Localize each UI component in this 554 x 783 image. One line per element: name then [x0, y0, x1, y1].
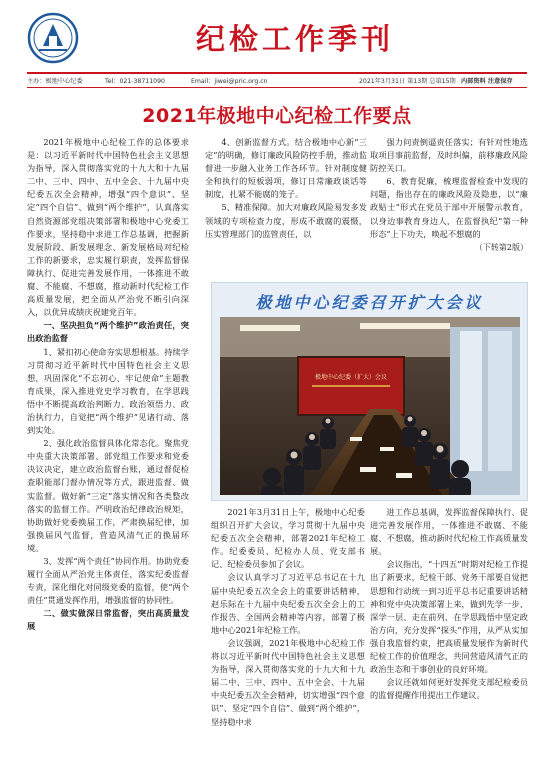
- screen-banner: 极地中心纪委（扩大）会议: [314, 374, 388, 381]
- meeting-room-illustration: [220, 317, 520, 495]
- lead-headline: 2021年极地中心纪检工作要点: [142, 105, 412, 127]
- telephone: Tel：021-38711090: [105, 78, 165, 85]
- emblem-logo-icon: [27, 12, 79, 64]
- report-column-2: [370, 506, 528, 781]
- masthead-info: [27, 76, 527, 86]
- paragraph: 2、强化政治监督具体化常态化。聚焦党中央重大决策部署、部党组工作要求和党委决议决定，建立政治监督台账，通过督促检查职能部门督办情况等方式，跟进监督、做实监督。做好新“三定”落实情况和各类整改落实的监督工作。严明政治纪律政治规矩，协助做好党委换届工作，严肃换届纪律，加强换届风气监督，营造风清气正的换届环境。: [27, 438, 189, 553]
- news-photo-box: [211, 282, 528, 501]
- paragraph: 会议指出，“十四五”时期对纪检工作提出了新要求，纪检干部、党务干部要自觉把思想和行动统一到习近平总书记重要讲话精神和党中央决策部署上来，做到先学一步、深学一层、走在前列，在学思践悟中坚定政治方向，充分发挥“探头”作用，从严从实加强自我监督约束，把高质量发展作为新时代纪检工作的价值理念，共同营造风清气正的政治生态和干事创业的良好环境。: [370, 559, 528, 675]
- paragraph: 1、紧扣初心使命夯实思想根基。持续学习贯彻习近平新时代中国特色社会主义思想，巩固深化“不忘初心、牢记使命”主题教育成果，深入推进党史学习教育，在学思践悟中不断提高政治判断力、政治领悟力、政治执行力，自觉把“两个维护”见诸行动、落到实处。: [27, 346, 189, 436]
- masthead-rule-top: [27, 72, 527, 74]
- paragraph: 2021年极地中心纪检工作的总体要求是：以习近平新时代中国特色社会主义思想为指导，深入贯彻落实党的十九大和十九届二中、三中、四中、五中全会、十九届中央纪委五次全会精神，增强“四个意识”、坚定“四个自信”、做到“两个维护”，认真落实自然资源部党组决策部署和极地中心党委工作要求，坚持稳中求进工作总基调，把握新发展阶段、新发展理念、新发展格局对纪检工作的新要求，忠实履行职责，发挥监督保障执行、促进完善发展作用，一体推进不敢腐、不能腐、不想腐，推动新时代纪检工作高质量发展，把全面从严治党不断引向深入，以优异成绩庆祝建党百年。: [27, 137, 189, 318]
- paragraph: 5、精准保障。加大对廉政风险易发多发领域的专项检查力度，形成不敢腐的震慑，压实管理部门的监管责任，以: [205, 202, 367, 239]
- section-heading: 一、坚决担负“两个维护”政治责任，突出政治监督: [27, 320, 189, 344]
- article-column-2: [205, 136, 367, 272]
- sponsor: 主办：极地中心纪委: [27, 78, 83, 85]
- paragraph: 2021年3月31日上午，极地中心纪委组织召开扩大会议，学习贯彻十九届中央纪委五次全会精神，部署2021年纪检工作。纪委委员、纪检办人员、党支部书记、纪检委员参加了会议。: [211, 507, 365, 570]
- section-heading: 二、做实做深日常监督，突出高质量发展: [27, 608, 189, 632]
- internal-notice: 内部资料 注意保存: [461, 78, 513, 85]
- masthead: [0, 0, 554, 90]
- paragraph: 进工作总基调，发挥监督保障执行、促进完善发展作用，一体推进不敢腐、不能腐、不想腐，推动新时代纪检工作高质量发展。: [370, 507, 528, 557]
- issue-info: 2021年3月31日 第13期 总第15期: [359, 78, 456, 85]
- email: Email：jiwei@pric.org.cn: [191, 78, 268, 85]
- paragraph: 会议还就如何更好发挥党支部纪检委员的监督提醒作用提出工作建议。: [370, 677, 528, 701]
- column-3-body: [370, 136, 528, 241]
- continued-note: （下转第2版）: [474, 242, 528, 252]
- report-column-1: [211, 506, 365, 781]
- paragraph: 3、发挥“两个责任”协同作用。协助党委履行全面从严治党主体责任，落实纪委监督专责，深化细化对同级党委的监督，使“两个责任”贯通发挥作用，增强监督的协同性。: [27, 556, 189, 606]
- paragraph: 会议认真学习了习近平总书记在十九届中央纪委五次全会上的重要讲话精神，赵乐际在十九届中央纪委五次全会上的工作报告、全国两会精神等内容，部署了极地中心2021年纪检工作。: [211, 572, 365, 635]
- paragraph: 会议强调，2021年极地中心纪检工作将以习近平新时代中国特色社会主义思想为指导，深入贯彻落实党的十九大和十九届二中、三中、四中、五中全会、十九届中央纪委五次全会精神，切实增强“四个意识”、坚定“四个自信”、做到“两个维护”，坚持稳中求: [211, 637, 365, 727]
- paragraph: 强力问责倒逼责任落实；有针对性地选取项目事前监督，及时纠偏，前移廉政风险防控关口。: [370, 137, 528, 174]
- masthead-rule-bottom: [27, 87, 527, 88]
- photo-headline: 极地中心纪委召开扩大会议: [255, 293, 484, 312]
- publication-title: 纪检工作季刊: [196, 22, 395, 56]
- paragraph: 4、创新监督方式。结合极地中心新“三定”的明确，修订廉政风险防控手册，推动监督进一步融入业务工作各环节。针对制度健全和执行的短板弱项，修订日常廉政谈话等制度，扎紧不能腐的笼子。: [205, 137, 367, 200]
- article-column-1: [27, 136, 189, 781]
- paragraph: 6、教育促廉，梳理监督检查中发现的问题，指出存在的廉政风险及隐患，以“廉政贴士”形式在党员干部中开展警示教育，以身边事教育身边人，在监督执纪“第一种形态”上下功夫，唤起不想腐的: [370, 176, 528, 239]
- article-column-3: [370, 136, 528, 282]
- meeting-photo: [220, 317, 520, 495]
